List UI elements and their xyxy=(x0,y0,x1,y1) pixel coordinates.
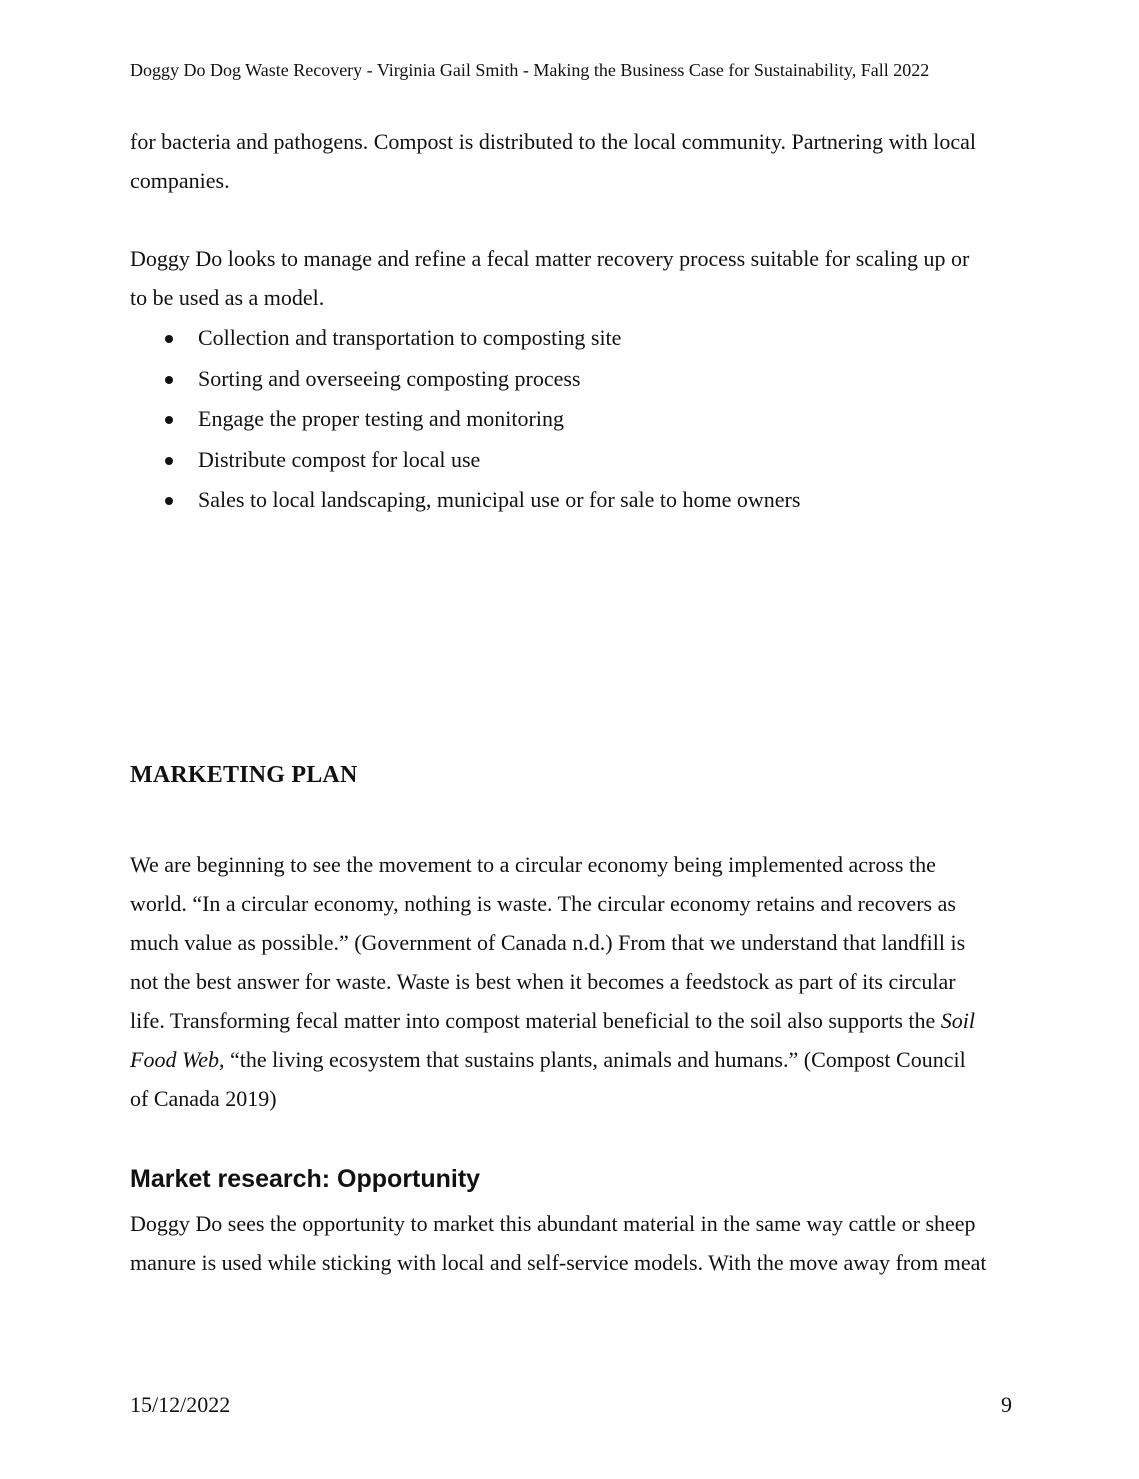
list-item xyxy=(130,480,1020,521)
italic-term: Food Web xyxy=(130,1047,220,1072)
paragraph-line: much value as possible.” (Government of Canada n.d.) From that we understand that landfill is xyxy=(130,930,966,955)
paragraph-market-opportunity xyxy=(130,1204,1020,1282)
list-item xyxy=(130,359,1020,400)
paragraph-line: to be used as a model. xyxy=(130,285,325,310)
process-bullet-list xyxy=(130,318,1020,521)
list-item-text: Collection and transportation to composting site xyxy=(198,325,622,350)
list-item xyxy=(130,399,1020,440)
list-item-text: Sales to local landscaping, municipal use or for sale to home owners xyxy=(198,487,801,512)
paragraph-circular-economy xyxy=(130,845,1020,1118)
paragraph-line: We are beginning to see the movement to a circular economy being implemented across the xyxy=(130,852,936,877)
paragraph-line: , “the living ecosystem that sustains plants, animals and humans.” (Compost Council xyxy=(219,1047,966,1072)
paragraph-line: for bacteria and pathogens. Compost is distributed to the local community. Partnering with local xyxy=(130,129,977,154)
paragraph-line: manure is used while sticking with local and self-service models. With the move away from meat xyxy=(130,1250,987,1275)
subsection-heading-market-research: Market research: Opportunity xyxy=(130,1165,481,1193)
bullet-icon xyxy=(165,457,173,465)
page-header: Doggy Do Dog Waste Recovery - Virginia Gail Smith - Making the Business Case for Sustainability, Fall 2022 xyxy=(130,60,930,80)
list-item xyxy=(130,318,1020,359)
paragraph-process-intro xyxy=(130,239,1020,317)
paragraph-line: of Canada 2019) xyxy=(130,1086,277,1111)
paragraph-line: world. “In a circular economy, nothing is waste. The circular economy retains and recovers as xyxy=(130,891,956,916)
list-item-text: Sorting and overseeing composting process xyxy=(198,365,581,391)
paragraph-composting-intro xyxy=(130,122,1020,200)
bullet-icon xyxy=(165,497,173,505)
paragraph-line: Doggy Do sees the opportunity to market this abundant material in the same way cattle or sheep xyxy=(130,1211,976,1236)
paragraph-line: not the best answer for waste. Waste is best when it becomes a feedstock as part of its circular xyxy=(130,969,956,994)
bullet-icon xyxy=(165,335,173,343)
paragraph-line: companies. xyxy=(130,168,230,193)
footer-page-number: 9 xyxy=(1001,1392,1012,1417)
section-heading-marketing-plan: MARKETING PLAN xyxy=(130,762,358,788)
italic-term: Soil xyxy=(940,1008,975,1033)
footer-date: 15/12/2022 xyxy=(130,1392,231,1417)
bullet-icon xyxy=(165,376,173,384)
paragraph-line: Doggy Do looks to manage and refine a fecal matter recovery process suitable for scaling up or xyxy=(130,246,970,271)
list-item xyxy=(130,440,1020,481)
list-item-text: Engage the proper testing and monitoring xyxy=(198,406,564,431)
list-item-text: Distribute compost for local use xyxy=(198,446,481,472)
bullet-icon xyxy=(165,416,173,424)
paragraph-line: life. Transforming fecal matter into compost material beneficial to the soil also supports the xyxy=(130,1008,941,1033)
